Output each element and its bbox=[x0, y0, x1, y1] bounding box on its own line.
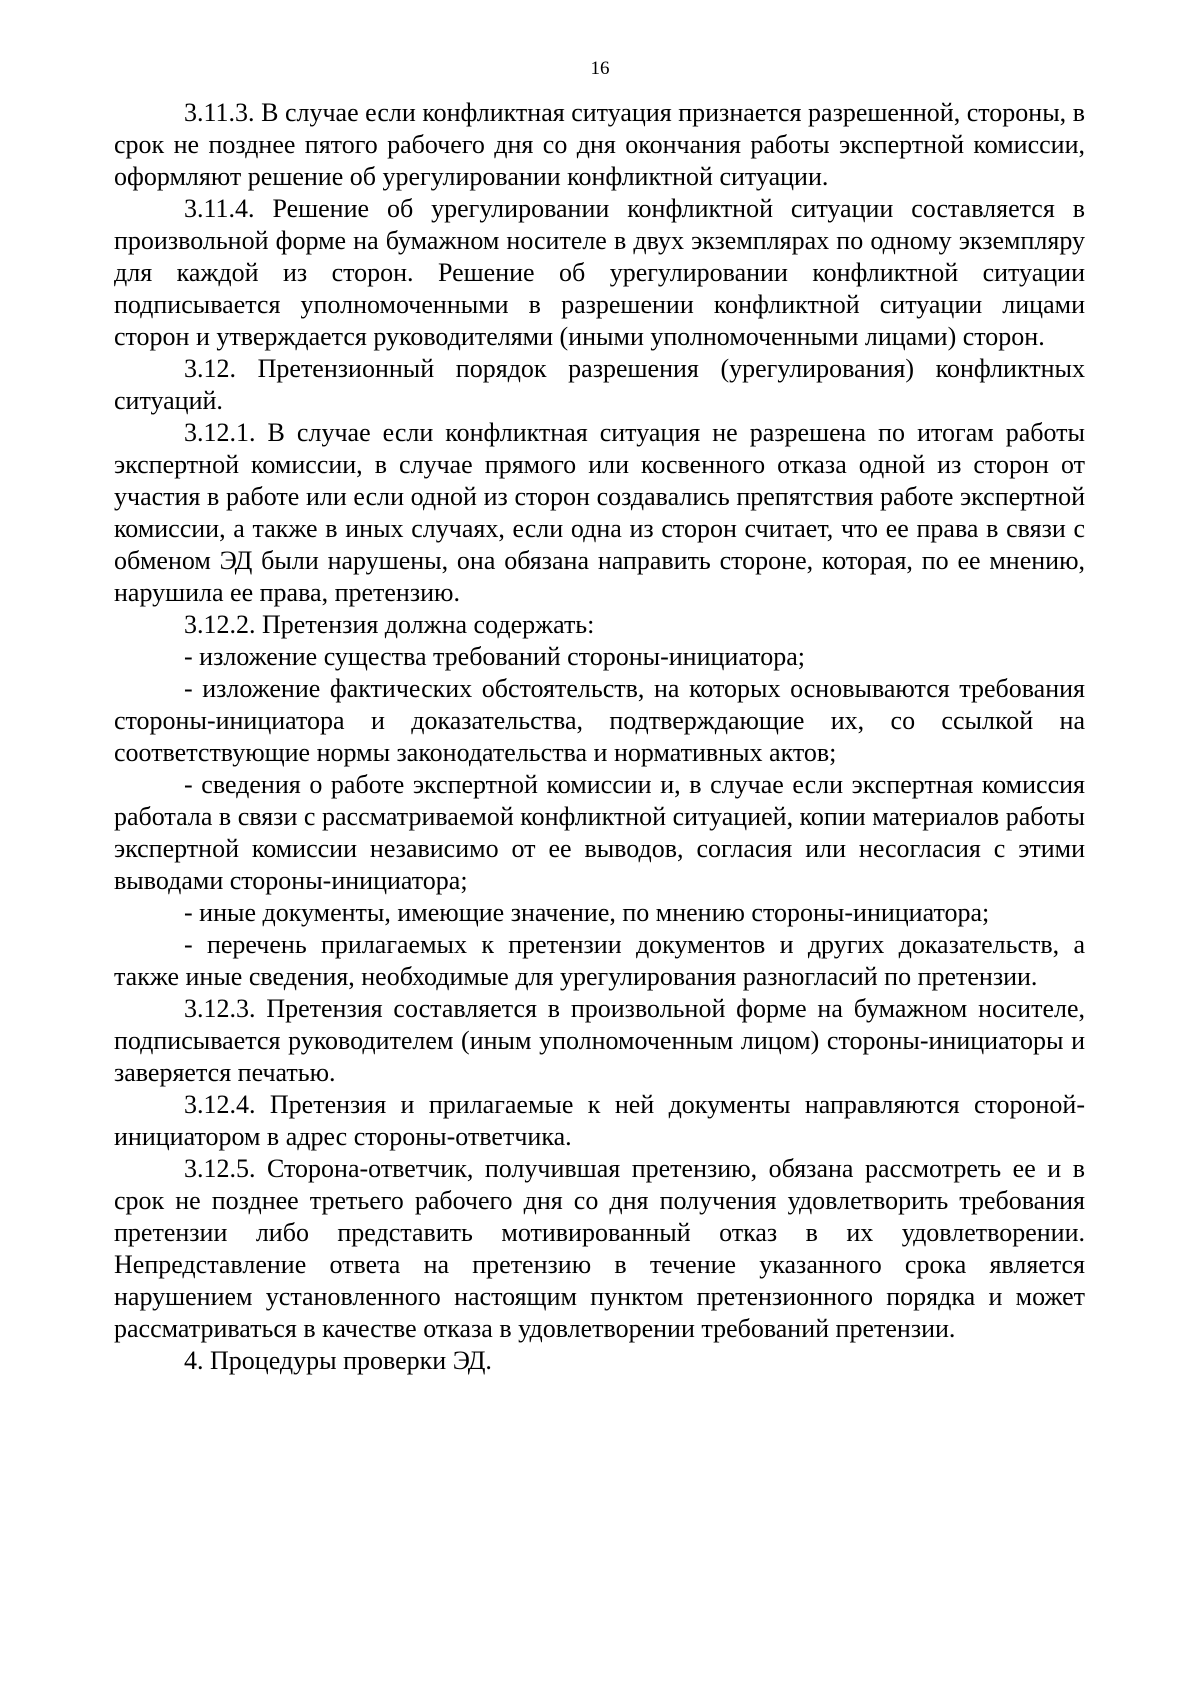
section-heading-4: 4. Процедуры проверки ЭД. bbox=[184, 1346, 492, 1375]
paragraph-3-12-2: 3.12.2. Претензия должна содержать: bbox=[184, 610, 595, 639]
list-item-circumstances: - изложение фактических обстоятельств, на которых основываются требования стороны-инициатора и доказательства, подтверждающие их, со ссылкой на соответствующие нормы законодательства и нормативных актов; bbox=[114, 674, 1085, 767]
page-number: 16 bbox=[590, 58, 610, 79]
paragraph-3-11-3: 3.11.3. В случае если конфликтная ситуация признается разрешенной, стороны, в срок не позднее пятого рабочего дня со дня окончания работы экспертной комиссии, оформляют решение об урегулировании конфликтной ситуации. bbox=[114, 98, 1085, 191]
document-body bbox=[114, 97, 1085, 1377]
list-item-commission-info: - сведения о работе экспертной комиссии и, в случае если экспертная комиссия работала в связи с рассматриваемой конфликтной ситуацией, копии материалов работы экспертной комиссии независимо от ее выводов, согласия или несогласия с этими выводами стороны-инициатора; bbox=[114, 770, 1085, 895]
paragraph-3-12: 3.12. Претензионный порядок разрешения (урегулирования) конфликтных ситуаций. bbox=[114, 354, 1085, 415]
list-item-attachments: - перечень прилагаемых к претензии документов и других доказательств, а также иные сведения, необходимые для урегулирования разногласий по претензии. bbox=[114, 930, 1085, 991]
paragraph-3-12-5: 3.12.5. Сторона-ответчик, получившая претензию, обязана рассмотреть ее и в срок не позднее третьего рабочего дня со дня получения удовлетворить требования претензии либо представить мотивированный отказ в их удовлетворении. Непредставление ответа на претензию в течение указанного срока является нарушением установленного настоящим пунктом претензионного порядка и может рассматриваться в качестве отказа в удовлетворении требований претензии. bbox=[114, 1154, 1085, 1343]
paragraph-3-12-4: 3.12.4. Претензия и прилагаемые к ней документы направляются стороной-инициатором в адрес стороны-ответчика. bbox=[114, 1090, 1085, 1151]
paragraph-3-12-1: 3.12.1. В случае если конфликтная ситуация не разрешена по итогам работы экспертной комиссии, в случае прямого или косвенного отказа одной из сторон от участия в работе или если одной из сторон создавались препятствия работе экспертной комиссии, а также в иных случаях, если одна из сторон считает, что ее права в связи с обменом ЭД были нарушены, она обязана направить стороне, которая, по ее мнению, нарушила ее права, претензию. bbox=[114, 418, 1085, 607]
paragraph-3-12-3: 3.12.3. Претензия составляется в произвольной форме на бумажном носителе, подписывается руководителем (иным уполномоченным лицом) стороны-инициаторы и заверяется печатью. bbox=[114, 994, 1085, 1087]
list-item-claim-essence: - изложение существа требований стороны-инициатора; bbox=[184, 642, 805, 671]
list-item-other-documents: - иные документы, имеющие значение, по мнению стороны-инициатора; bbox=[184, 898, 990, 927]
paragraph-3-11-4: 3.11.4. Решение об урегулировании конфликтной ситуации составляется в произвольной форме на бумажном носителе в двух экземплярах по одному экземпляру для каждой из сторон. Решение об урегулировании конфликтной ситуации подписывается уполномоченными в разрешении конфликтной ситуации лицами сторон и утверждается руководителями (иными уполномоченными лицами) сторон. bbox=[114, 194, 1085, 351]
